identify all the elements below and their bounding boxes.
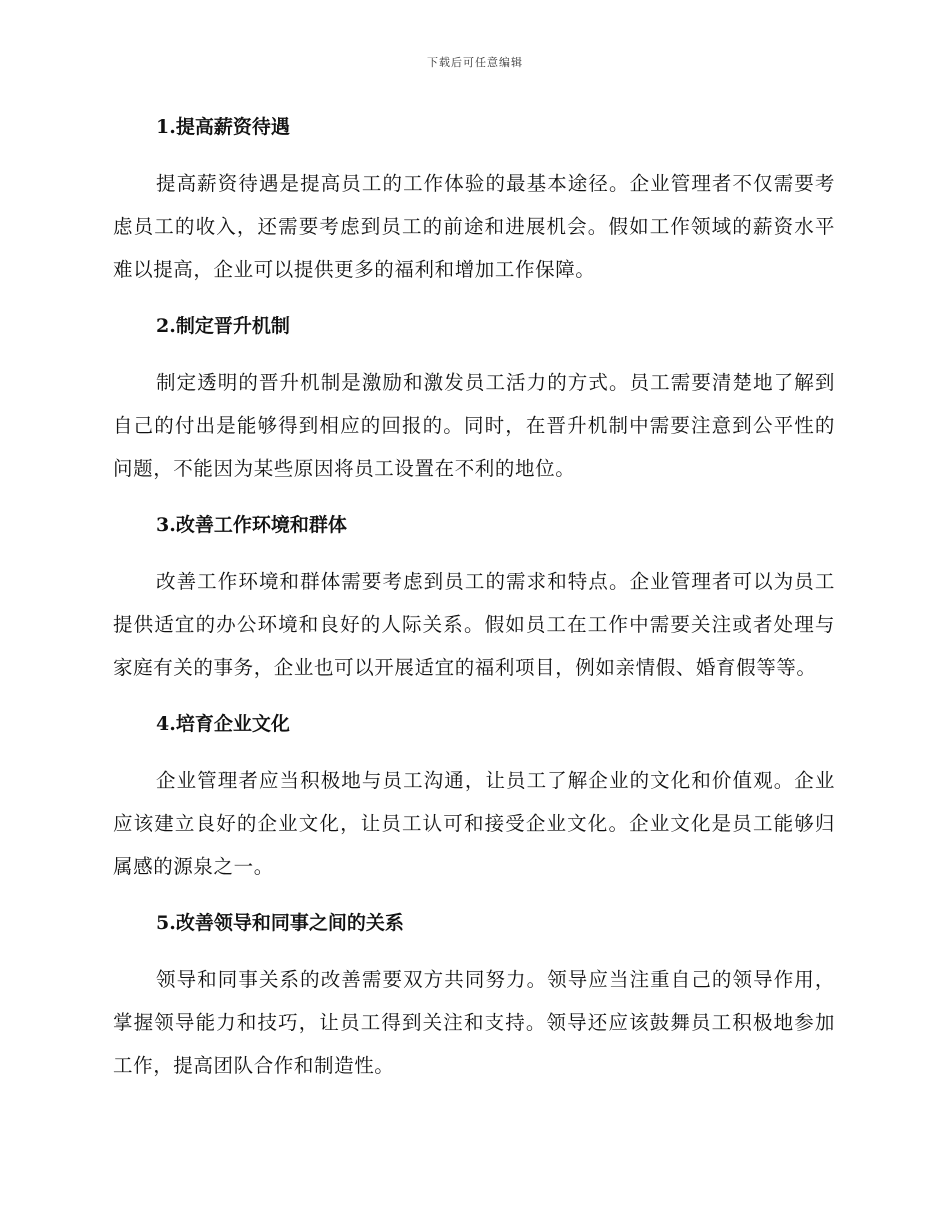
section-heading-2: 2.制定晋升机制 — [156, 315, 290, 337]
section-paragraph-3: 改善工作环境和群体需要考虑到员工的需求和特点。企业管理者可以为员工提供适宜的办公环境和良好的人际关系。假如员工在工作中需要关注或者处理与家庭有关的事务，企业也可以开展适宜的福利项目，例如亲情假、婚育假等等。 — [113, 570, 835, 679]
section-paragraph-5: 领导和同事关系的改善需要双方共同努力。领导应当注重自己的领导作用，掌握领导能力和技巧，让员工得到关注和支持。领导还应该鼓舞员工积极地参加工作，提高团队合作和制造性。 — [113, 968, 835, 1077]
document-content — [113, 112, 835, 1107]
page-header: 下载后可任意编辑 — [427, 56, 523, 69]
section-heading-5: 5.改善领导和同事之间的关系 — [156, 912, 404, 934]
section-paragraph-1: 提高薪资待遇是提高员工的工作体验的最基本途径。企业管理者不仅需要考虑员工的收入，还需要考虑到员工的前途和进展机会。假如工作领域的薪资水平难以提高，企业可以提供更多的福利和增加工作保障。 — [113, 172, 835, 281]
section-heading-1: 1.提高薪资待遇 — [156, 116, 290, 138]
section-paragraph-2: 制定透明的晋升机制是激励和激发员工活力的方式。员工需要清楚地了解到自己的付出是能够得到相应的回报的。同时，在晋升机制中需要注意到公平性的问题，不能因为某些原因将员工设置在不利的地位。 — [113, 371, 835, 480]
section-heading-3: 3.改善工作环境和群体 — [156, 514, 347, 536]
section-heading-4: 4.培育企业文化 — [156, 713, 290, 735]
section-paragraph-4: 企业管理者应当积极地与员工沟通，让员工了解企业的文化和价值观。企业应该建立良好的企业文化，让员工认可和接受企业文化。企业文化是员工能够归属感的源泉之一。 — [113, 769, 835, 878]
